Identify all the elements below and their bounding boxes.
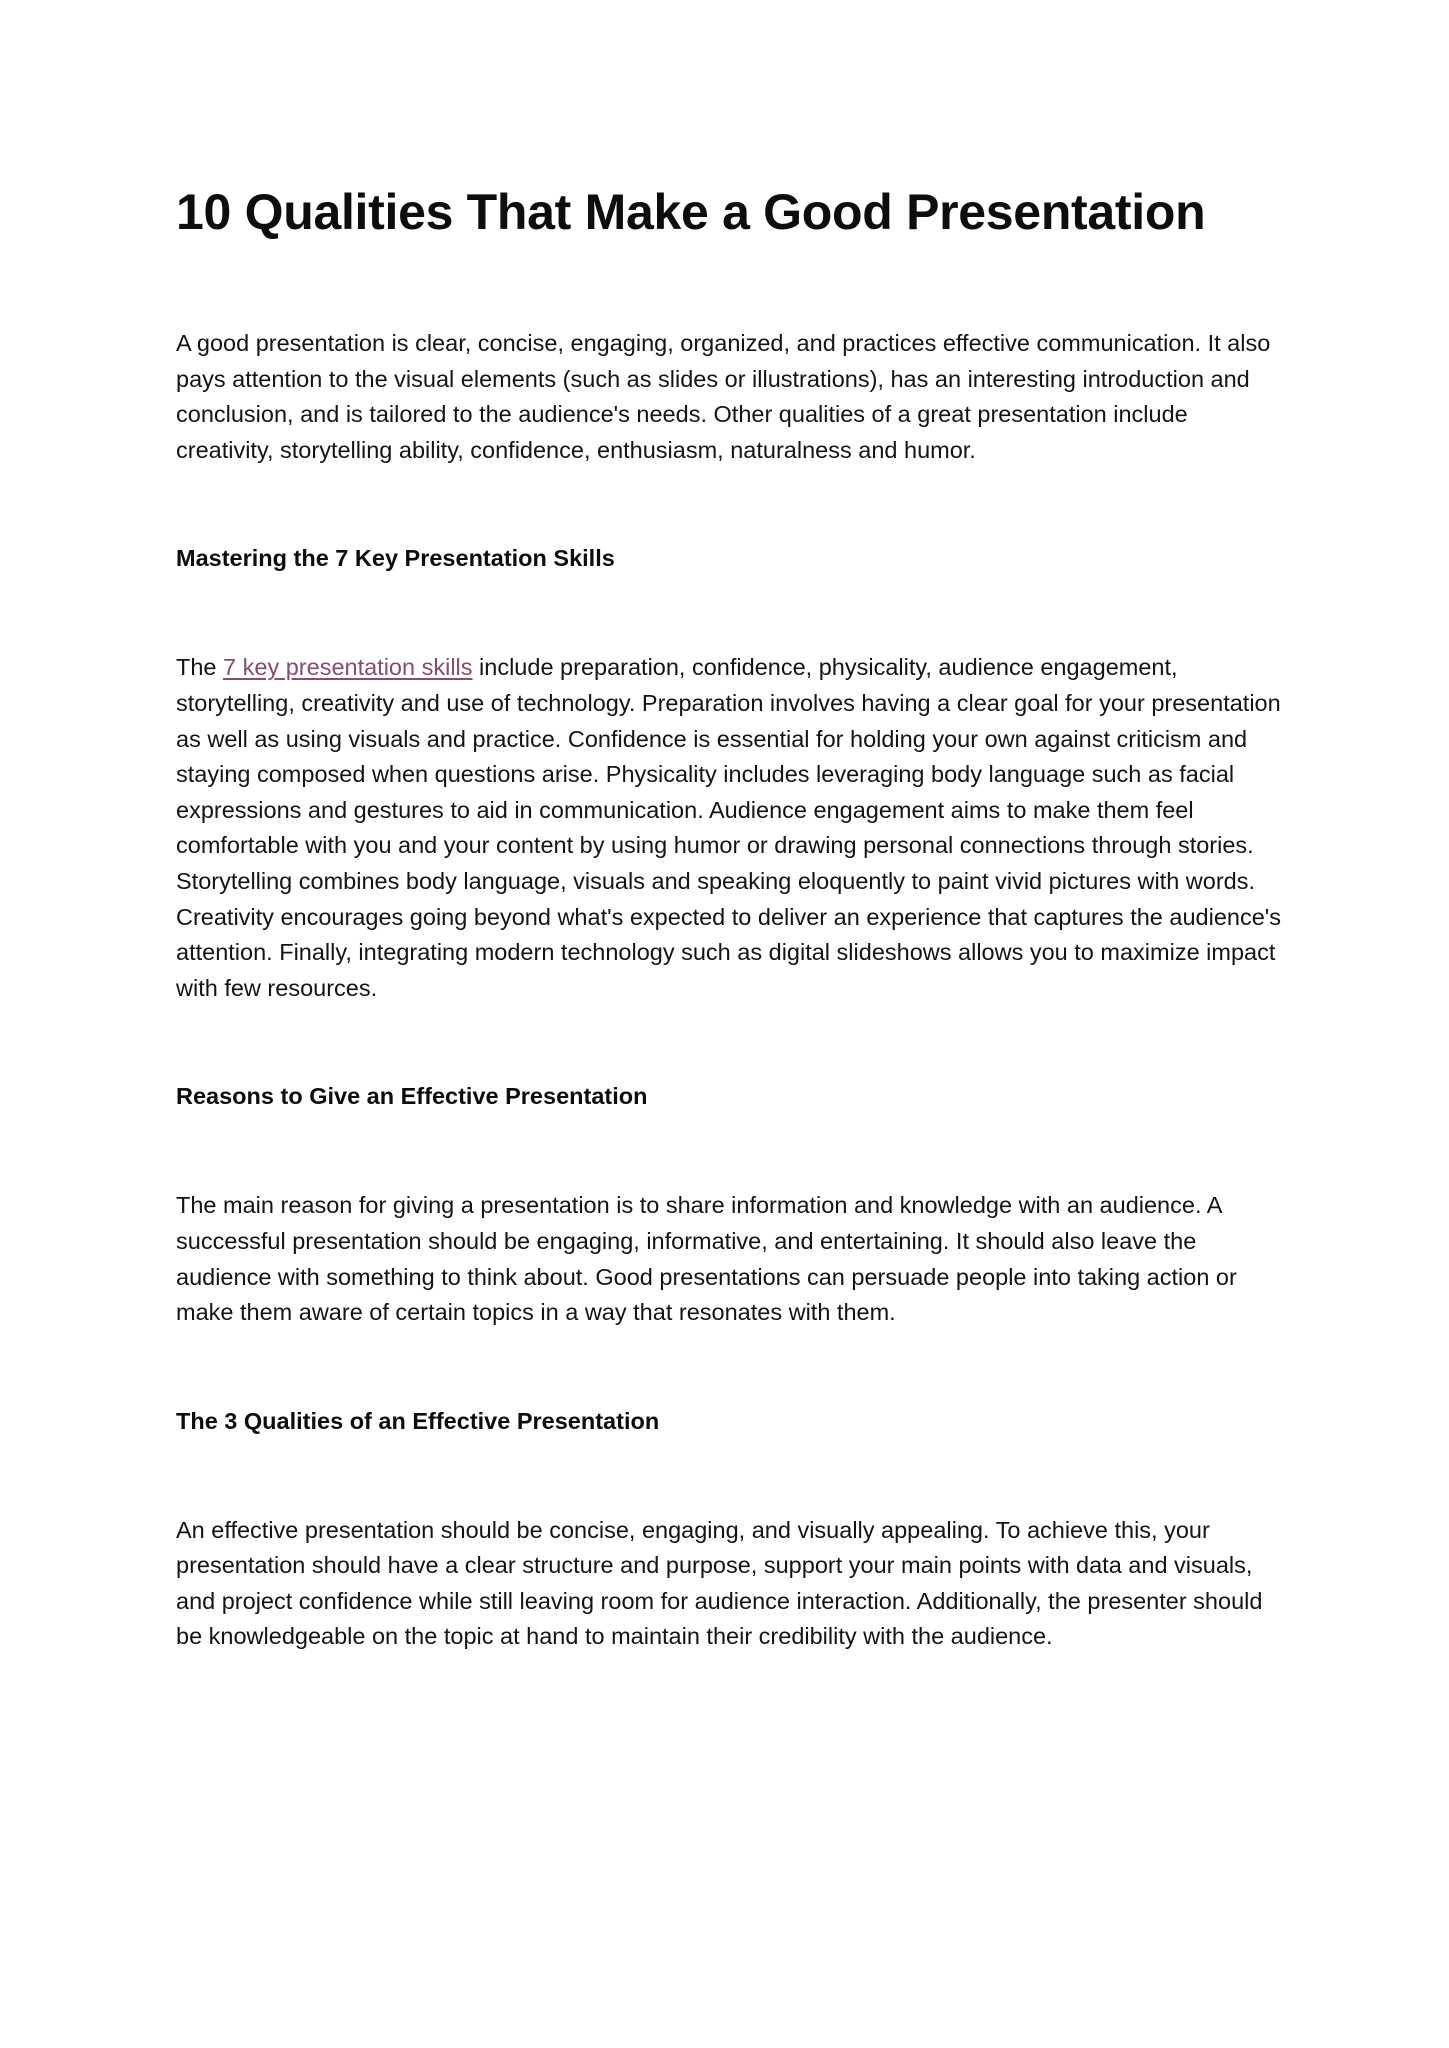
qualities-paragraph: An effective presentation should be concise, engaging, and visually appealing. To achieve this, your presentation should have a clear structure and purpose, support your main points with data and visuals, and project confidence while still leaving room for audience interaction. Additionally, the presenter should be knowledgeable on the topic at hand to maintain their credibility with the audience. [176,1516,1263,1650]
key-skills-link[interactable]: 7 key presentation skills [223,654,473,681]
intro-paragraph: A good presentation is clear, concise, engaging, organized, and practices effective communication. It also pays attention to the visual elements (such as slides or illustrations), has an interesting introduction and conclusion, and is tailored to the audience's needs. Other qualities of a great presentation include creativity, storytelling ability, confidence, enthusiasm, naturalness and humor. [176,330,1271,463]
reasons-paragraph: The main reason for giving a presentation is to share information and knowledge with an audience. A successful presentation should be engaging, informative, and entertaining. It should also leave the audience with something to think about. Good presentations can persuade people into taking action or make them aware of certain topics in a way that resonates with them. [176,1192,1237,1326]
document-page [176,176,1286,1655]
skills-paragraph-lead: The [176,654,224,681]
skills-paragraph-text: include preparation, confidence, physicality, audience engagement, storytelling, creativity and use of technology. Preparation involves having a clear goal for your presentation as well as using visuals and practice. Confidence is essential for holding your own against criticism and staying composed when questions arise. Physicality includes leveraging body language such as facial expressions and gestures to aid in communication. Audience engagement aims to make them feel comfortable with you and your content by using humor or drawing personal connections through stories. Storytelling combines body language, visuals and speaking eloquently to paint vivid pictures with words. Creativity encourages going beyond what's expected to deliver an experience that captures the audience's attention. Finally, integrating modern technology such as digital slideshows allows you to maximize impact with few resources. [176,654,1282,1001]
section-heading-reasons: Reasons to Give an Effective Presentation [176,1083,648,1110]
skills-paragraph [176,650,1286,1006]
section-heading-skills: Mastering the 7 Key Presentation Skills [176,545,615,572]
section-heading-qualities: The 3 Qualities of an Effective Presentation [176,1407,660,1434]
page-title: 10 Qualities That Make a Good Presentation [176,184,1206,240]
